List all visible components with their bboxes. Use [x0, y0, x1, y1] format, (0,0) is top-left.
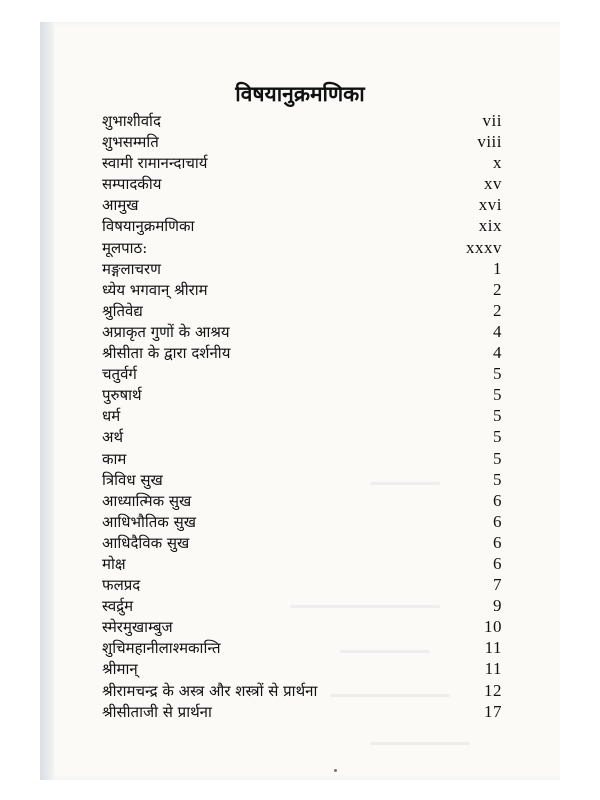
toc-entry-label: अर्थ	[102, 428, 124, 447]
toc-entry	[102, 152, 502, 173]
toc-entry-label: मङ्गलाचरण	[102, 259, 162, 278]
toc-entry-page-number: 9	[493, 596, 502, 616]
toc-entry-label: पुरुषार्थ	[102, 386, 142, 405]
toc-entry-label: चतुर्वर्ग	[102, 365, 137, 384]
toc-entry-label: काम	[102, 449, 127, 468]
toc-entry-page-number: viii	[477, 132, 502, 152]
toc-entry	[102, 658, 502, 679]
toc-entry-page-number: x	[493, 153, 502, 173]
toc-entry-label: आधिदैविक सुख	[102, 533, 190, 552]
toc-entry	[102, 131, 502, 152]
page-title: विषयानुक्रमणिका	[235, 81, 365, 106]
toc-entry-page-number: 10	[484, 617, 502, 637]
toc-entry-label: श्रीसीताजी से प्रार्थना	[102, 702, 212, 721]
toc-entry	[102, 237, 502, 258]
toc-entry-label: आधिभौतिक सुख	[102, 512, 197, 531]
toc-entry	[102, 701, 502, 722]
toc-entry	[102, 426, 502, 447]
toc-entry-page-number: 2	[493, 300, 502, 320]
toc-entry-page-number: xvi	[478, 195, 502, 215]
toc-entry-page-number: xix	[478, 216, 502, 236]
toc-entry-page-number: 11	[484, 638, 502, 658]
toc-entry-page-number: 12	[484, 680, 502, 700]
table-of-contents	[102, 110, 502, 722]
toc-entry-label: आध्यात्मिक सुख	[102, 491, 192, 510]
toc-entry-page-number: 7	[493, 575, 502, 595]
toc-entry	[102, 637, 502, 658]
toc-entry-label: शुभसम्मति	[102, 133, 159, 152]
toc-entry	[102, 448, 502, 469]
toc-entry-label: शुचिमहानीलाश्मकान्ति	[102, 639, 221, 658]
toc-entry-page-number: xxxv	[466, 237, 502, 257]
toc-entry	[102, 321, 502, 342]
toc-entry	[102, 553, 502, 574]
toc-entry-label: ध्येय भगवान् श्रीराम	[102, 280, 208, 299]
toc-entry-label: श्रीमान्	[102, 660, 138, 679]
toc-entry-label: श्रीरामचन्द्र के अस्त्र और शस्त्रों से प्रार्थना	[102, 681, 318, 700]
page-spine-shadow	[40, 22, 54, 780]
book-page	[40, 22, 560, 780]
toc-entry	[102, 363, 502, 384]
toc-entry	[102, 616, 502, 637]
toc-entry-page-number: 11	[484, 659, 502, 679]
toc-entry	[102, 680, 502, 701]
toc-entry-label: मूलपाठ:	[102, 238, 148, 257]
toc-entry-label: स्वामी रामानन्दाचार्य	[102, 154, 208, 173]
page-dot-mark	[334, 769, 337, 772]
toc-entry-page-number: 5	[493, 469, 502, 489]
toc-entry-page-number: xv	[484, 174, 502, 194]
toc-entry	[102, 574, 502, 595]
toc-entry-page-number: 2	[493, 279, 502, 299]
toc-entry-label: शुभाशीर्वाद	[102, 112, 161, 130]
toc-entry	[102, 405, 502, 426]
toc-entry-page-number: 4	[493, 343, 502, 363]
toc-entry	[102, 279, 502, 300]
toc-entry	[102, 532, 502, 553]
toc-entry	[102, 300, 502, 321]
toc-entry-label: अप्राकृत गुणों के आश्रय	[102, 322, 230, 341]
toc-entry	[102, 595, 502, 616]
toc-entry	[102, 490, 502, 511]
toc-entry-page-number: 6	[493, 553, 502, 573]
toc-entry	[102, 511, 502, 532]
toc-entry-page-number: 5	[493, 448, 502, 468]
toc-entry-label: फलप्रद	[102, 576, 141, 595]
toc-entry-label: श्रीसीता के द्वारा दर्शनीय	[102, 344, 231, 363]
show-through-text	[370, 742, 470, 745]
toc-entry-page-number: 1	[493, 258, 502, 278]
toc-entry-page-number: 6	[493, 490, 502, 510]
toc-entry-label: मोक्ष	[102, 554, 126, 573]
toc-entry	[102, 342, 502, 363]
toc-entry-label: धर्म	[102, 407, 121, 426]
toc-entry-page-number: 5	[493, 385, 502, 405]
toc-entry-label: विषयानुक्रमणिका	[102, 217, 195, 236]
toc-entry	[102, 384, 502, 405]
toc-entry-page-number: 6	[493, 532, 502, 552]
toc-entry	[102, 194, 502, 215]
toc-entry-page-number: vii	[482, 111, 502, 130]
toc-entry-label: स्वर्द्रुम	[102, 597, 134, 616]
toc-entry-label: स्मेरमुखाम्बुज	[102, 618, 173, 637]
toc-entry-label: श्रुतिवेद्य	[102, 301, 143, 320]
toc-entry-page-number: 5	[493, 427, 502, 447]
toc-entry-page-number: 6	[493, 511, 502, 531]
toc-entry-page-number: 5	[493, 364, 502, 384]
toc-entry-page-number: 5	[493, 406, 502, 426]
toc-entry	[102, 173, 502, 194]
toc-entry-label: सम्पादकीय	[102, 175, 162, 194]
toc-entry-page-number: 17	[484, 701, 502, 721]
toc-entry	[102, 469, 502, 490]
toc-entry-label: त्रिविध सुख	[102, 470, 163, 489]
toc-entry	[102, 215, 502, 236]
toc-entry	[102, 258, 502, 279]
toc-entry-page-number: 4	[493, 321, 502, 341]
toc-entry	[102, 110, 502, 131]
toc-entry-label: आमुख	[102, 196, 139, 215]
